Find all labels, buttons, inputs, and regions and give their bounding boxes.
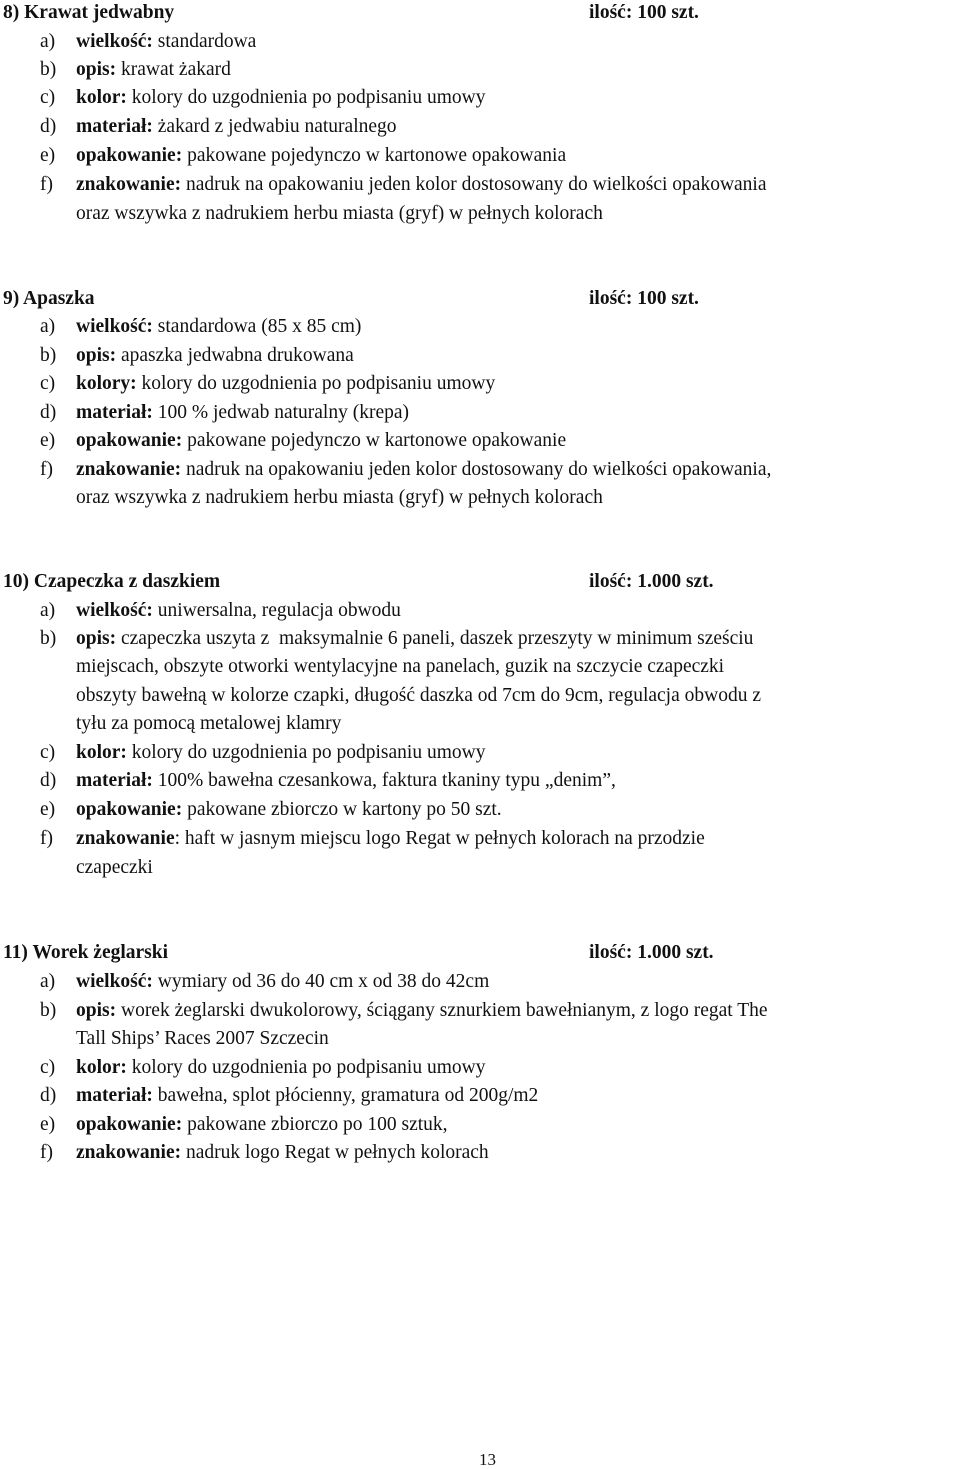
- item-value: kolory do uzgodnienia po podpisaniu umowy: [126, 87, 486, 108]
- item-value: standardowa: [152, 31, 257, 52]
- section-quantity: ilość: 1.000 szt.: [589, 942, 714, 963]
- item-text-line: [76, 488, 603, 508]
- item-value: nadruk na opakowaniu jeden kolor dostosowany do wielkości opakowania,: [181, 459, 772, 480]
- item-value: oraz wszywka z nadrukiem herbu miasta (gryf) w pełnych kolorach: [76, 487, 603, 508]
- item-label: wielkość:: [76, 971, 153, 992]
- item-text-line: [76, 431, 566, 451]
- item-letter: b): [40, 1000, 57, 1021]
- item-label: opis:: [76, 628, 117, 649]
- item-value: nadruk logo Regat w pełnych kolorach: [181, 1142, 489, 1163]
- item-label: kolory:: [76, 373, 137, 394]
- item-letter: b): [40, 345, 57, 366]
- item-value: pakowane pojedynczo w kartonowe opakowania: [182, 145, 567, 166]
- item-value: Tall Ships’ Races 2007 Szczecin: [76, 1028, 329, 1049]
- page-number: 13: [479, 1450, 496, 1469]
- item-text-line: [76, 374, 495, 394]
- item-letter: a): [40, 600, 56, 621]
- item-label: wielkość:: [76, 316, 153, 337]
- item-value: uniwersalna, regulacja obwodu: [152, 600, 401, 621]
- item-letter: f): [40, 828, 53, 849]
- item-label: opakowanie:: [76, 430, 183, 451]
- item-text-line: [76, 117, 397, 137]
- item-label: opakowanie:: [76, 145, 183, 166]
- item-value: krawat żakard: [116, 59, 231, 80]
- item-label: wielkość:: [76, 31, 153, 52]
- item-text-line: [76, 714, 341, 734]
- item-letter: e): [40, 799, 56, 820]
- item-value: pakowane zbiorczo po 100 sztuk,: [182, 1114, 448, 1135]
- item-value: pakowane zbiorczo w kartony po 50 szt.: [182, 799, 502, 820]
- item-label: materiał:: [76, 770, 153, 791]
- item-value: obszyty bawełną w kolorze czapki, długość daszka od 7cm do 9cm, regulacja obwodu z: [76, 685, 761, 706]
- item-text-line: [76, 175, 767, 195]
- item-text-line: [76, 1143, 489, 1163]
- item-letter: c): [40, 742, 56, 763]
- item-letter: d): [40, 1085, 57, 1106]
- item-text-line: [76, 346, 354, 366]
- section-title: 8) Krawat jedwabny: [3, 2, 175, 23]
- item-value: 100% bawełna czesankowa, faktura tkaniny typu „denim”,: [152, 770, 616, 791]
- item-label: opis:: [76, 1000, 117, 1021]
- item-label: kolor:: [76, 1057, 127, 1078]
- item-label: opakowanie:: [76, 799, 183, 820]
- item-value: kolory do uzgodnienia po podpisaniu umowy: [126, 742, 486, 763]
- item-label: znakowanie:: [76, 174, 182, 195]
- item-text-line: [76, 686, 761, 706]
- item-label: materiał:: [76, 116, 153, 137]
- item-text-line: [76, 146, 566, 166]
- section-title: 10) Czapeczka z daszkiem: [3, 571, 221, 592]
- item-text-line: [76, 629, 753, 649]
- item-text-line: [76, 858, 153, 878]
- item-value: nadruk na opakowaniu jeden kolor dostosowany do wielkości opakowania: [181, 174, 767, 195]
- item-label: kolor:: [76, 87, 127, 108]
- item-value: kolory do uzgodnienia po podpisaniu umowy: [136, 373, 496, 394]
- item-letter: c): [40, 1057, 56, 1078]
- section-quantity: ilość: 100 szt.: [589, 288, 699, 309]
- item-text-line: [76, 601, 401, 621]
- item-label: opakowanie:: [76, 1114, 183, 1135]
- item-letter: c): [40, 373, 56, 394]
- item-letter: a): [40, 31, 56, 52]
- item-letter: b): [40, 59, 57, 80]
- item-value: standardowa (85 x 85 cm): [152, 316, 362, 337]
- item-value: pakowane pojedynczo w kartonowe opakowanie: [182, 430, 567, 451]
- item-letter: d): [40, 402, 57, 423]
- item-letter: a): [40, 316, 56, 337]
- item-value: apaszka jedwabna drukowana: [116, 345, 354, 366]
- item-text-line: [76, 1115, 448, 1135]
- item-text-line: [76, 657, 724, 677]
- item-label: znakowanie:: [76, 1142, 182, 1163]
- item-label: wielkość:: [76, 600, 153, 621]
- section-title: 11) Worek żeglarski: [3, 942, 169, 963]
- item-text-line: [76, 743, 485, 763]
- item-value: żakard z jedwabiu naturalnego: [152, 116, 397, 137]
- item-letter: e): [40, 1114, 56, 1135]
- item-value: oraz wszywka z nadrukiem herbu miasta (gryf) w pełnych kolorach: [76, 203, 603, 224]
- item-letter: f): [40, 1142, 53, 1163]
- item-label: znakowanie:: [76, 459, 182, 480]
- item-text-line: [76, 88, 485, 108]
- item-letter: e): [40, 430, 56, 451]
- item-letter: c): [40, 87, 56, 108]
- item-text-line: [76, 1058, 485, 1078]
- item-value: worek żeglarski dwukolorowy, ściągany sznurkiem bawełnianym, z logo regat The: [116, 1000, 768, 1021]
- item-letter: e): [40, 145, 56, 166]
- item-text-line: [76, 403, 409, 423]
- item-value: czapeczki: [76, 857, 153, 878]
- item-label: znakowanie: [76, 828, 175, 849]
- item-value: czapeczka uszyta z maksymalnie 6 paneli, daszek przeszyty w minimum sześciu: [116, 628, 754, 649]
- item-label: materiał:: [76, 1085, 153, 1106]
- section-quantity: ilość: 100 szt.: [589, 2, 699, 23]
- item-text-line: [76, 1001, 768, 1021]
- item-value: 100 % jedwab naturalny (krepa): [152, 402, 409, 423]
- item-value: tyłu za pomocą metalowej klamry: [76, 713, 342, 734]
- item-label: materiał:: [76, 402, 153, 423]
- item-value: wymiary od 36 do 40 cm x od 38 do 42cm: [152, 971, 490, 992]
- item-text-line: [76, 1086, 538, 1106]
- item-text-line: [76, 972, 489, 992]
- item-value: : haft w jasnym miejscu logo Regat w pełnych kolorach na przodzie: [174, 828, 705, 849]
- item-text-line: [76, 771, 616, 791]
- section-quantity: ilość: 1.000 szt.: [589, 571, 714, 592]
- item-letter: d): [40, 116, 57, 137]
- section-title: 9) Apaszka: [3, 288, 95, 309]
- item-letter: b): [40, 628, 57, 649]
- item-text-line: [76, 829, 705, 849]
- item-text-line: [76, 800, 502, 820]
- item-text-line: [76, 32, 256, 52]
- item-label: opis:: [76, 59, 117, 80]
- item-value: miejscach, obszyte otworki wentylacyjne na panelach, guzik na szczycie czapeczki: [76, 656, 725, 677]
- item-letter: f): [40, 459, 53, 480]
- item-label: kolor:: [76, 742, 127, 763]
- item-value: kolory do uzgodnienia po podpisaniu umowy: [126, 1057, 486, 1078]
- item-letter: a): [40, 971, 56, 992]
- item-text-line: [76, 60, 231, 80]
- item-text-line: [76, 204, 603, 224]
- item-letter: d): [40, 770, 57, 791]
- item-value: bawełna, splot płócienny, gramatura od 200g/m2: [152, 1085, 539, 1106]
- item-text-line: [76, 1029, 329, 1049]
- item-letter: f): [40, 174, 53, 195]
- item-label: opis:: [76, 345, 117, 366]
- item-text-line: [76, 460, 771, 480]
- item-text-line: [76, 317, 361, 337]
